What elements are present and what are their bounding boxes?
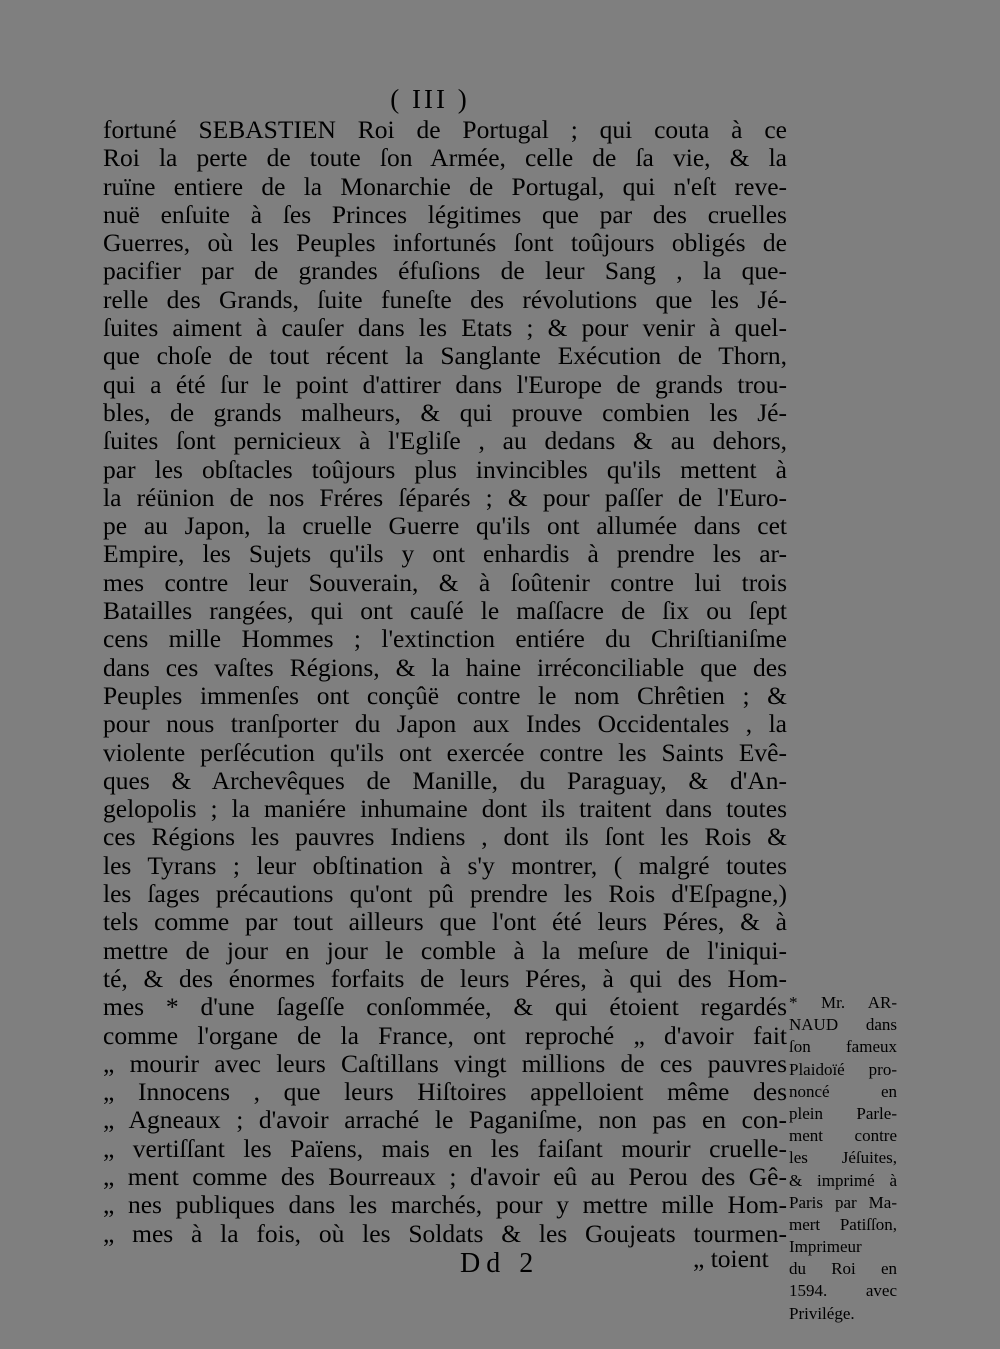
- text-line: les Tyrans ; leur obſtination à s'y montrer, ( malgré toutes: [103, 850, 787, 880]
- margin-note-line: noncé en: [789, 1081, 897, 1101]
- margin-note-line: ſon fameux: [789, 1037, 897, 1057]
- text-line: gelopolis ; la maniére inhumaine dont ils traitent dans toutes: [103, 794, 787, 824]
- text-line: la réünion de nos Fréres ſéparés ; & pour paſſer de l'Euro-: [103, 482, 787, 512]
- margin-note-line: les Jéſuites,: [789, 1148, 897, 1168]
- margin-note-line: mert Patiſſon,: [789, 1214, 897, 1234]
- margin-note-line: Paris par Ma-: [789, 1192, 897, 1212]
- text-line: Roi la perte de toute ſon Armée, celle de ſa vie, & la: [103, 143, 787, 173]
- page-number: ( III ): [390, 84, 470, 114]
- text-line: „ mes à la fois, où les Soldats & les Goujeats tourmen-: [103, 1218, 787, 1248]
- margin-note-line: * Mr. AR-: [789, 993, 897, 1012]
- margin-note-line: du Roi en: [789, 1259, 897, 1279]
- text-line: nuë enſuite à ſes Princes légitimes que par des cruelles: [103, 199, 787, 229]
- text-line: „ vertiſſant les Païens, mais en les faiſant mourir cruelle-: [103, 1133, 787, 1163]
- main-text-column: [103, 116, 787, 1248]
- text-line: violente perſécution qu'ils ont exercée contre les Saints Evê-: [103, 737, 787, 767]
- text-line: mes * d'une ſageſſe conſommée, & qui étoient regardés: [103, 992, 787, 1022]
- text-line: mettre de jour en jour le comble à la meſure de l'iniqui-: [103, 935, 787, 965]
- margin-note-line: & imprimé à: [789, 1170, 897, 1190]
- margin-note-line: NAUD dans: [789, 1015, 897, 1035]
- margin-note-line: Plaidoïé pro-: [789, 1059, 897, 1079]
- text-line: par les obſtacles toûjours plus invincibles qu'ils mettent à: [103, 454, 787, 484]
- margin-note-line: Imprimeur: [789, 1237, 862, 1257]
- text-line: té, & des énormes forfaits de leurs Péres, à qui des Hom-: [103, 963, 787, 993]
- text-line: pacifier par de grandes éfuſions de leur Sang , la que-: [103, 256, 787, 286]
- text-line: cens mille Hommes ; l'extinction entiére du Chriſtianiſme: [103, 624, 787, 654]
- signature-mark: Dd 2: [460, 1248, 540, 1279]
- text-line: Peuples immenſes ont conçûë contre le nom Chrêtien ; &: [103, 680, 787, 710]
- text-line: comme l'organe de la France, ont reproché „ d'avoir fait: [103, 1020, 787, 1050]
- text-line: relle des Grands, ſuite funeſte des révolutions que les Jé-: [103, 284, 787, 314]
- text-line: „ Agneaux ; d'avoir arraché le Paganiſme, non pas en con-: [103, 1105, 787, 1135]
- text-line: mes contre leur Souverain, & à ſoûtenir contre lui trois: [103, 567, 787, 597]
- text-line: Empire, les Sujets qu'ils y ont enhardis à prendre les ar-: [103, 539, 787, 569]
- text-line: fortuné SEBASTIEN Roi de Portugal ; qui couta à ce: [103, 115, 787, 144]
- text-line: que choſe de tout récent la Sanglante Exécution de Thorn,: [103, 341, 787, 371]
- margin-note-line: Privilége.: [789, 1303, 855, 1323]
- text-line: les ſages précautions qu'ont pû prendre les Rois d'Eſpagne,): [103, 879, 787, 909]
- text-line: ques & Archevêques de Manille, du Paraguay, & d'An-: [103, 765, 787, 795]
- margin-note-line: 1594. avec: [789, 1281, 897, 1301]
- text-line: „ mourir avec leurs Caſtillans vingt millions de ces pauvres: [103, 1048, 787, 1078]
- text-line: ces Régions les pauvres Indiens , dont ils ſont les Rois &: [103, 822, 787, 852]
- text-line: pe au Japon, la cruelle Guerre qu'ils ont allumée dans cet: [103, 511, 787, 541]
- text-line: „ ment comme des Bourreaux ; d'avoir eû au Perou des Gê-: [103, 1161, 787, 1191]
- text-line: bles, de grands malheurs, & qui prouve combien les Jé-: [103, 397, 787, 427]
- margin-note: [789, 992, 897, 1325]
- text-line: ſuites ſont pernicieux à l'Egliſe , au dedans & au dehors,: [103, 426, 787, 456]
- text-line: pour nous tranſporter du Japon aux Indes Occidentales , la: [103, 709, 787, 739]
- text-line: „ nes publiques dans les marchés, pour y mettre mille Hom-: [103, 1190, 787, 1220]
- text-line: dans ces vaſtes Régions, & la haine irréconciliable que des: [103, 652, 787, 682]
- margin-note-line: ment contre: [789, 1126, 897, 1146]
- text-line: ſuites aiment à cauſer dans les Etats ; & pour venir à quel-: [103, 313, 787, 343]
- text-line: tels comme par tout ailleurs que l'ont été leurs Péres, & à: [103, 907, 787, 937]
- text-line: Batailles rangées, qui ont cauſé le maſſacre de ſix ou ſept: [103, 596, 787, 626]
- text-line: Guerres, où les Peuples infortunés ſont toûjours obligés de: [103, 228, 787, 258]
- text-line: „ Innocens , que leurs Hiſtoires appelloient même des: [103, 1077, 787, 1107]
- text-line: qui a été ſur le point d'attirer dans l'Europe de grands trou-: [103, 369, 787, 399]
- text-line: ruïne entiere de la Monarchie de Portugal, qui n'eſt reve-: [103, 171, 787, 201]
- margin-note-line: plein Parle-: [789, 1103, 897, 1123]
- catchword: „ toient: [693, 1244, 769, 1273]
